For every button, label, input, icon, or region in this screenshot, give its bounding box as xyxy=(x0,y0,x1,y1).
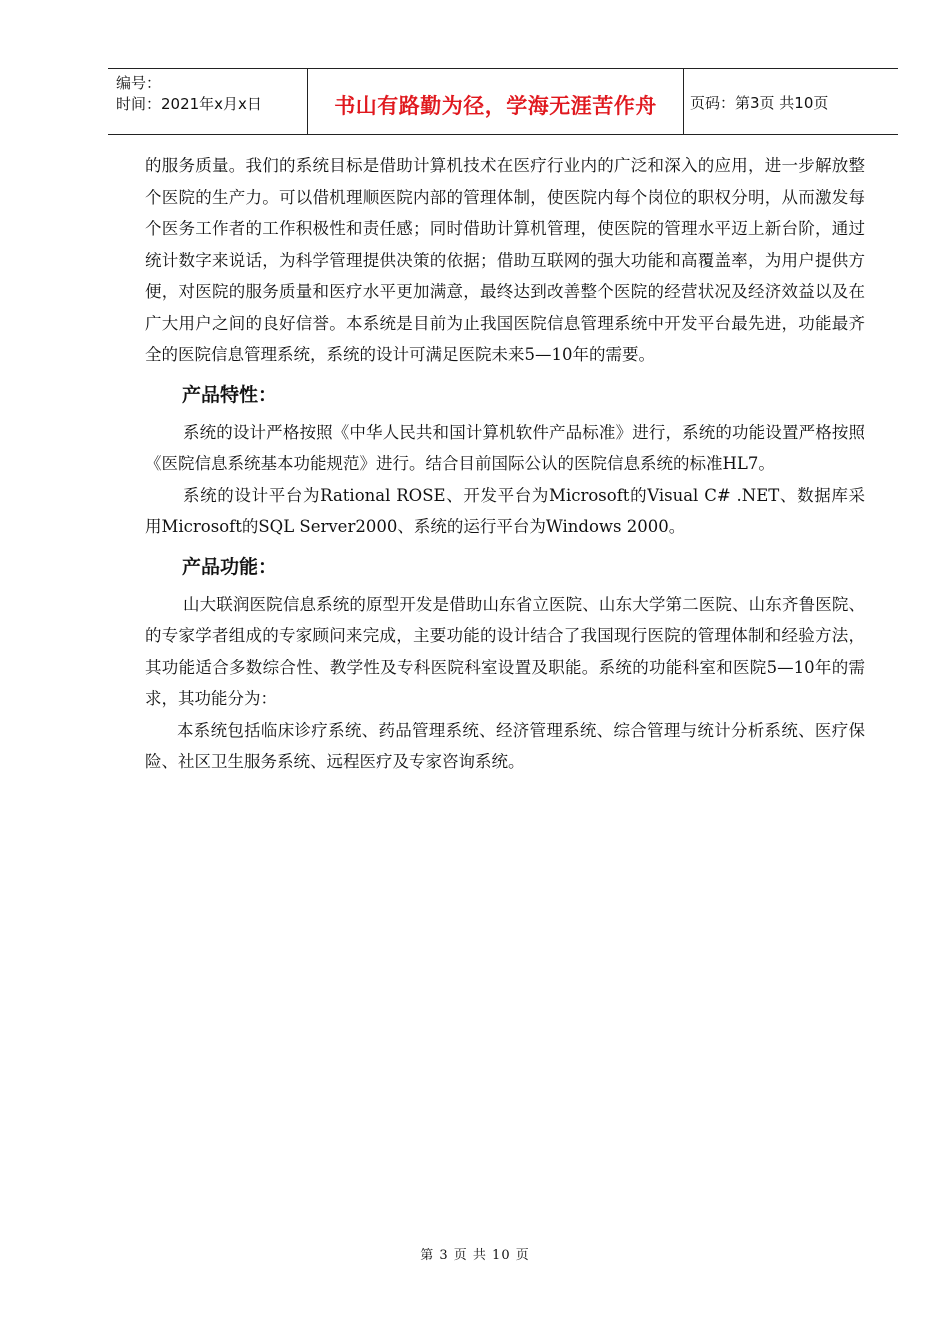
features-heading: 产品特性： xyxy=(182,383,278,406)
page-footer: 第 3 页 共 10 页 xyxy=(420,1248,530,1263)
features-paragraph-2: 系统的设计平台为Rational ROSE、开发平台为Microsoft的Visual C# .NET、数据库采用Microsoft的SQL Server2000、系统的运行平台为Windows 2000。 xyxy=(145,485,865,536)
functions-paragraph-1: 山大联润医院信息系统的原型开发是借助山东省立医院、山东大学第二医院、山东齐鲁医院、的专家学者组成的专家顾问来完成，主要功能的设计结合了我国现行医院的管理体制和经验方法，其功能适合多数综合性、教学性及专科医院科室设置及职能。系统的功能科室和医院5—10年的需求，其功能分为： xyxy=(145,594,865,708)
header-meta xyxy=(108,69,308,134)
header-motto: 书山有路勤为径，学海无涯苦作舟 xyxy=(308,69,684,134)
functions-paragraph-2: 本系统包括临床诊疗系统、药品管理系统、经济管理系统、综合管理与统计分析系统、医疗保险、社区卫生服务系统、远程医疗及专家咨询系统。 xyxy=(145,720,865,771)
page-header xyxy=(108,68,898,135)
serial-label: 编号： xyxy=(116,74,162,92)
intro-paragraph: 的服务质量。我们的系统目标是借助计算机技术在医疗行业内的广泛和深入的应用，进一步解放整个医院的生产力。可以借机理顺医院内部的管理体制，使医院内每个岗位的职权分明，从而激发每个医务工作者的工作积极性和责任感；同时借助计算机管理，使医院的管理水平迈上新台阶，通过统计数字来说话，为科学管理提供决策的依据；借助互联网的强大功能和高覆盖率，为用户提供方便，对医院的服务质量和医疗水平更加满意，最终达到改善整个医院的经营状况及经济效益以及在广大用户之间的良好信誉。本系统是目前为止我国医院信息管理系统中开发平台最先进，功能最齐全的医院信息管理系统，系统的设计可满足医院未来5—10年的需要。 xyxy=(145,156,865,364)
time-label: 时间：2021年x月x日 xyxy=(116,95,262,113)
header-page-info: 页码：第3页 共10页 xyxy=(690,94,829,112)
features-paragraph-1: 系统的设计严格按照《中华人民共和国计算机软件产品标准》进行，系统的功能设置严格按照《医院信息系统基本功能规范》进行。结合目前国际公认的医院信息系统的标准HL7。 xyxy=(145,422,865,473)
functions-heading: 产品功能： xyxy=(182,555,278,578)
document-body xyxy=(145,150,865,778)
